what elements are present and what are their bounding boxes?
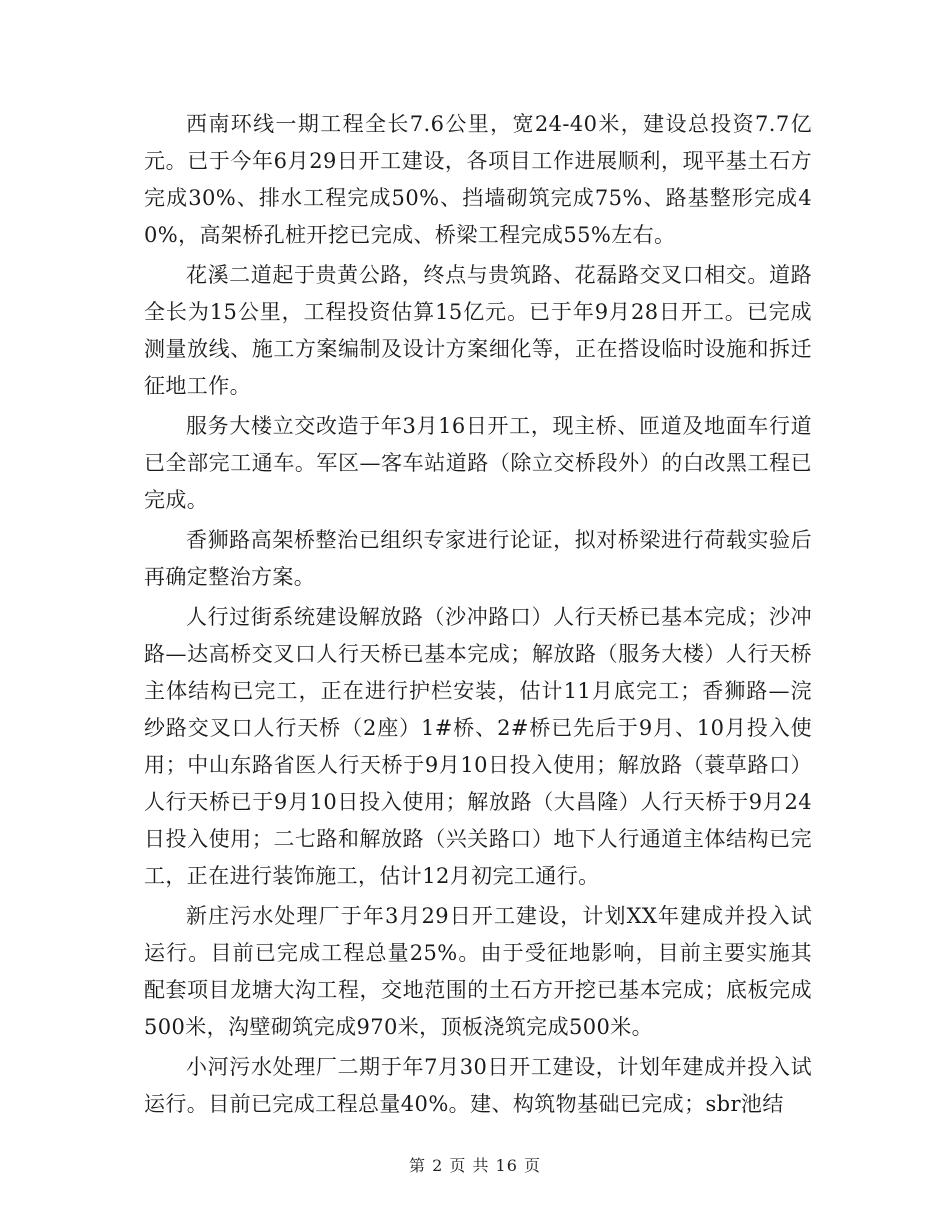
paragraph-xiangshi-viaduct: 香狮路高架桥整治已组织专家进行论证，拟对桥梁进行荷载实验后再确定整治方案。 xyxy=(144,528,812,589)
paragraph-pedestrian-crossings: 人行过街系统建设解放路（沙冲路口）人行天桥已基本完成；沙冲路—达高桥交叉口人行天桥已基本完成；解放路（服务大楼）人行天桥主体结构已完工，正在进行护栏安装，估计11月底完工；香狮路—浣纱路交叉口人行天桥（2座）1#桥、2#桥已先后于9月、10月投入使用；中山东路省医人行天桥于9月10日投入使用；解放路（蓑草路口）人行天桥已于9月10日投入使用；解放路（大昌隆）人行天桥于9月24日投入使用；二七路和解放路（兴关路口）地下人行通道主体结构已完工，正在进行装饰施工，估计12月初完工通行。 xyxy=(144,605,812,888)
paragraph-huaxi-second-road: 花溪二道起于贵黄公路，终点与贵筑路、花磊路交叉口相交。道路全长为15公里，工程投资估算15亿元。已于年9月28日开工。已完成测量放线、施工方案编制及设计方案细化等，正在搭设临时设施和拆迁征地工作。 xyxy=(144,263,812,398)
paragraph-southwest-ring-road: 西南环线一期工程全长7.6公里，宽24-40米，建设总投资7.7亿元。已于今年6月29日开工建设，各项目工作进展顺利，现平基土石方完成30%、排水工程完成50%、挡墙砌筑完成75%、路基整形完成40%，高架桥孔桩开挖已完成、桥梁工程完成55%左右。 xyxy=(144,112,812,247)
paragraph-xiaohe-sewage-plant: 小河污水处理厂二期于年7月30日开工建设，计划年建成并投入试运行。目前已完成工程总量40%。建、构筑物基础已完成；sbr池结 xyxy=(144,1055,812,1116)
page-number-footer: 第 2 页 共 16 页 xyxy=(409,1156,541,1175)
document-body xyxy=(144,106,812,1126)
paragraph-service-building-interchange: 服务大楼立交改造于年3月16日开工，现主桥、匝道及地面车行道已全部完工通车。军区—客车站道路（除立交桥段外）的白改黑工程已完成。 xyxy=(144,414,812,512)
paragraph-xinzhuang-sewage-plant: 新庄污水处理厂于年3月29日开工建设，计划XX年建成并投入试运行。目前已完成工程总量25%。由于受征地影响，目前主要实施其配套项目龙塘大沟工程，交地范围的土石方开挖已基本完成；底板完成500米，沟壁砌筑完成970米，顶板浇筑完成500米。 xyxy=(144,904,812,1039)
